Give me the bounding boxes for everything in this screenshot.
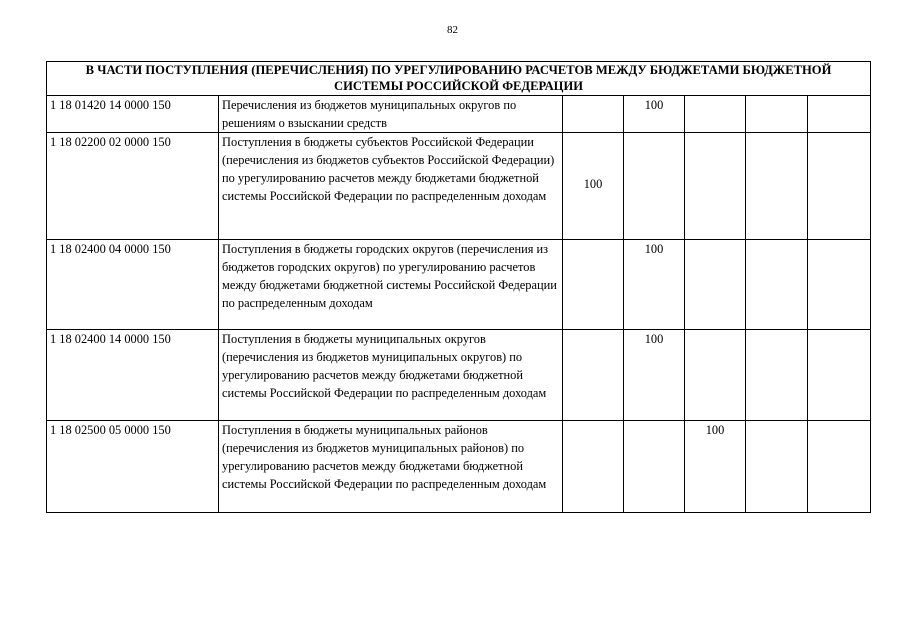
value-cell bbox=[808, 240, 871, 330]
value-cell: 100 bbox=[563, 133, 624, 240]
value-cell bbox=[563, 240, 624, 330]
value-cell bbox=[746, 96, 808, 133]
value-cell bbox=[808, 96, 871, 133]
value-cell bbox=[563, 96, 624, 133]
value-cell bbox=[746, 330, 808, 421]
value-cell: 100 bbox=[624, 96, 685, 133]
revenue-description-cell: Поступления в бюджеты субъектов Российской Федерации (перечисления из бюджетов субъектов Российской Федерации) по урегулированию расчетов между бюджетами бюджетной системы Российской Федерации по распределенным доходам bbox=[219, 133, 563, 240]
table-row bbox=[47, 330, 871, 421]
value-cell: 100 bbox=[685, 421, 746, 513]
table-row bbox=[47, 240, 871, 330]
value-cell bbox=[808, 133, 871, 240]
table-row bbox=[47, 96, 871, 133]
value-cell: 100 bbox=[624, 330, 685, 421]
value-cell bbox=[563, 421, 624, 513]
section-title: В ЧАСТИ ПОСТУПЛЕНИЯ (ПЕРЕЧИСЛЕНИЯ) ПО УРЕГУЛИРОВАНИЮ РАСЧЕТОВ МЕЖДУ БЮДЖЕТАМИ БЮДЖЕТНОЙ СИСТЕМЫ РОССИЙСКОЙ ФЕДЕРАЦИИ bbox=[47, 62, 871, 96]
value-cell bbox=[685, 330, 746, 421]
value-cell: 100 bbox=[624, 240, 685, 330]
value-cell bbox=[685, 96, 746, 133]
revenue-code-cell: 1 18 01420 14 0000 150 bbox=[47, 96, 219, 133]
value-cell bbox=[746, 421, 808, 513]
revenue-code-cell: 1 18 02500 05 0000 150 bbox=[47, 421, 219, 513]
value-cell bbox=[808, 330, 871, 421]
revenue-description-cell: Поступления в бюджеты муниципальных округов (перечисления из бюджетов муниципальных округов) по урегулированию расчетов между бюджетами бюджетной системы Российской Федерации по распределенным доходам bbox=[219, 330, 563, 421]
revenue-code-cell: 1 18 02400 04 0000 150 bbox=[47, 240, 219, 330]
value-cell bbox=[685, 240, 746, 330]
value-cell bbox=[624, 133, 685, 240]
revenue-code-cell: 1 18 02400 14 0000 150 bbox=[47, 330, 219, 421]
value-cell bbox=[563, 330, 624, 421]
revenue-description-cell: Поступления в бюджеты муниципальных районов (перечисления из бюджетов муниципальных районов) по урегулированию расчетов между бюджетами бюджетной системы Российской Федерации по распределенным доходам bbox=[219, 421, 563, 513]
value-cell bbox=[746, 240, 808, 330]
value-cell bbox=[685, 133, 746, 240]
value-cell bbox=[746, 133, 808, 240]
revenue-code-cell: 1 18 02200 02 0000 150 bbox=[47, 133, 219, 240]
page-number: 82 bbox=[447, 24, 458, 36]
budget-distribution-table bbox=[46, 61, 871, 513]
value-cell bbox=[624, 421, 685, 513]
revenue-description-cell: Поступления в бюджеты городских округов (перечисления из бюджетов городских округов) по урегулированию расчетов между бюджетами бюджетной системы Российской Федерации по распределенным доходам bbox=[219, 240, 563, 330]
revenue-description-cell: Перечисления из бюджетов муниципальных округов по решениям о взыскании средств bbox=[219, 96, 563, 133]
table-row bbox=[47, 421, 871, 513]
table-row bbox=[47, 133, 871, 240]
section-header-row bbox=[47, 62, 871, 96]
value-cell bbox=[808, 421, 871, 513]
